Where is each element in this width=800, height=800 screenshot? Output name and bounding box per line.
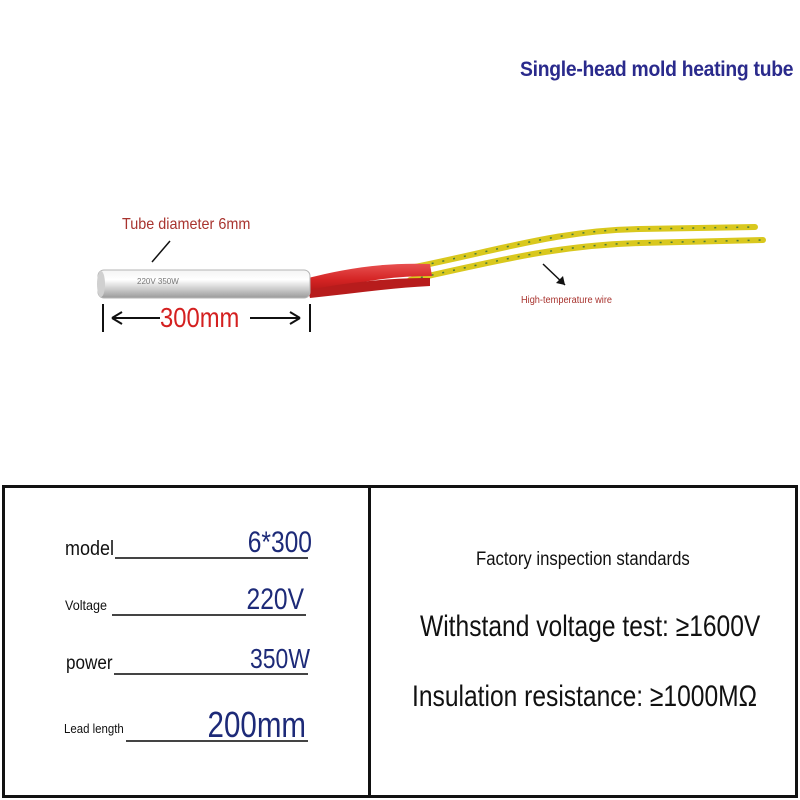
tube-marking: 220V 350W bbox=[137, 277, 179, 286]
page-title: Single-head mold heating tube bbox=[520, 58, 794, 81]
spec-label-model: model bbox=[65, 538, 115, 560]
spec-label-voltage: Voltage bbox=[65, 597, 108, 613]
standards-heading: Factory inspection standards bbox=[476, 549, 690, 570]
wire-label: High-temperature wire bbox=[521, 295, 613, 306]
standard-voltage-test: Withstand voltage test: ≥1600V bbox=[420, 610, 761, 643]
spec-label-lead-length: Lead length bbox=[64, 721, 124, 736]
standard-insulation-resistance: Insulation resistance: ≥1000MΩ bbox=[412, 680, 758, 713]
length-label: 300mm bbox=[160, 302, 240, 333]
diameter-pointer bbox=[152, 241, 170, 262]
panel-divider bbox=[368, 485, 371, 798]
spec-label-power: power bbox=[66, 653, 113, 674]
steel-sheath bbox=[98, 270, 310, 298]
spec-value-model: 6*300 bbox=[247, 526, 312, 559]
spec-value-voltage: 220V bbox=[246, 583, 304, 616]
spec-value-lead-length: 200mm bbox=[207, 704, 306, 745]
diameter-label: Tube diameter 6mm bbox=[122, 216, 251, 233]
lead-wire-lower bbox=[410, 240, 763, 280]
spec-value-power: 350W bbox=[250, 643, 310, 674]
